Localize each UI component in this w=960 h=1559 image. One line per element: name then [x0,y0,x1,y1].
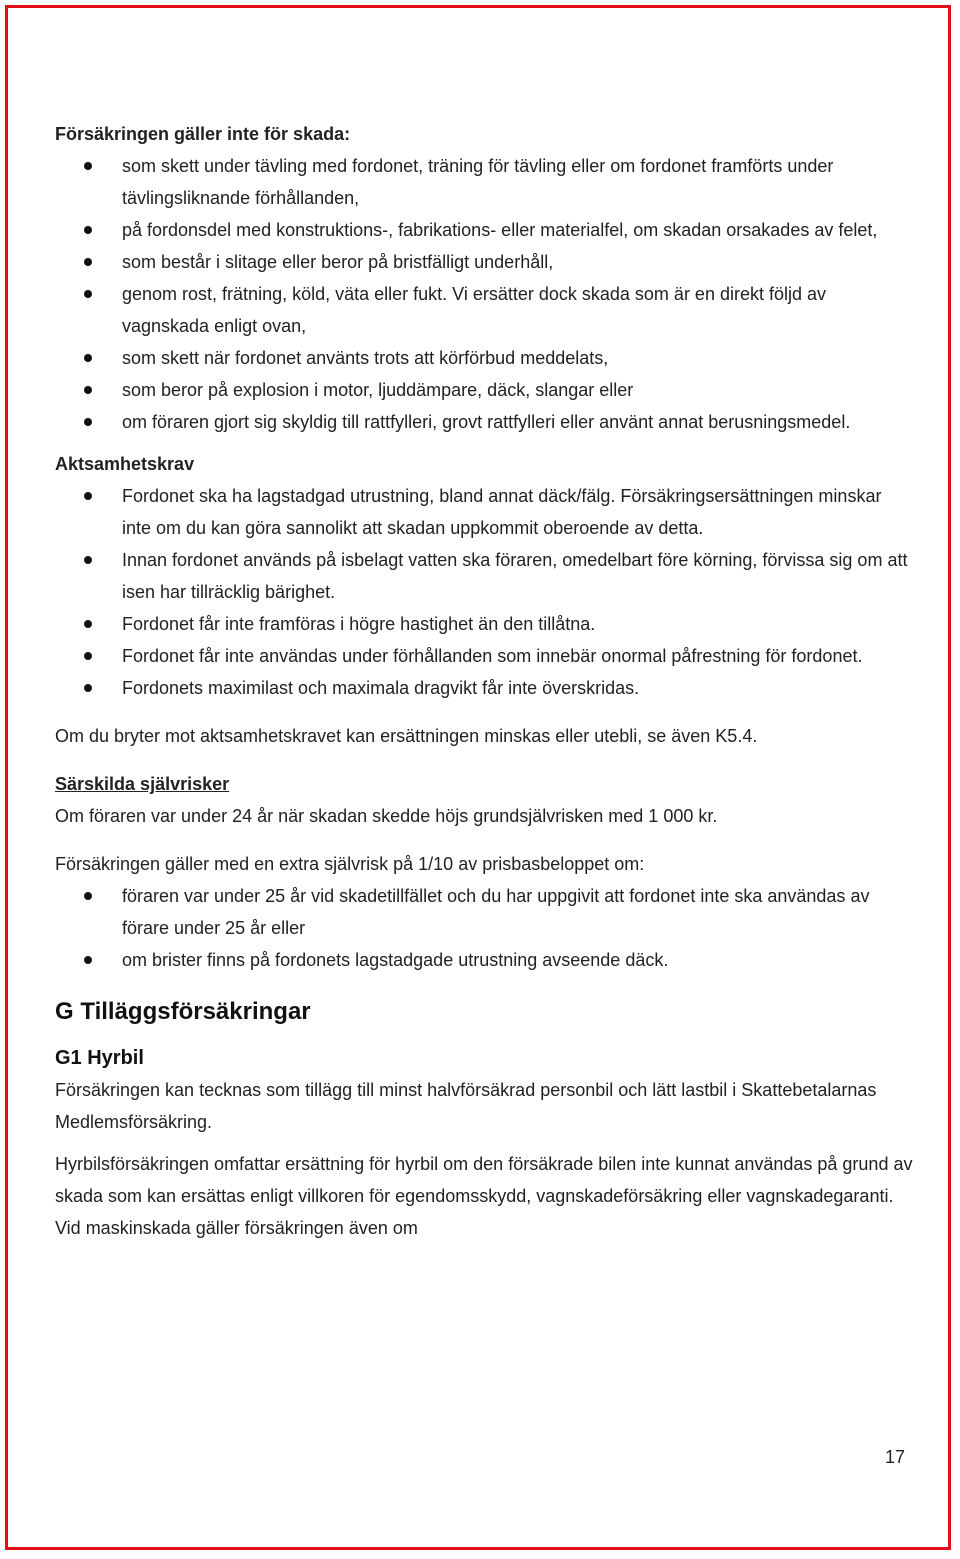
deductibles-text: Om föraren var under 24 år när skadan skedde höjs grundsjälvrisken med 1 000 kr. [55,806,718,826]
list-item: Fordonet ska ha lagstadgad utrustning, bland annat däck/fälg. Försäkringsersättningen minskar inte om du kan göra sannolikt att skadan uppkommit oberoende av detta. [55,480,915,544]
care-note: Om du bryter mot aktsamhetskravet kan ersättningen minskas eller utebli, se även K5.4. [55,726,758,746]
subsection-title: G1 Hyrbil [55,1047,144,1069]
bullet-icon [84,418,92,426]
list-item: genom rost, frätning, köld, väta eller fukt. Vi ersätter dock skada som är en direkt följd av vagnskada enligt ovan, [55,278,915,342]
list-item: om föraren gjort sig skyldig till rattfylleri, grovt rattfylleri eller använt annat berusningsmedel. [55,406,915,438]
extra-deductible-list [55,880,915,976]
bullet-icon [84,684,92,692]
bullet-icon [84,354,92,362]
list-item: Fordonet får inte framföras i högre hastighet än den tillåtna. [55,608,915,640]
paragraph: Hyrbilsförsäkringen omfattar ersättning för hyrbil om den försäkrade bilen inte kunnat användas på grund av skada som kan ersättas enligt villkoren för egendomsskydd, vagnskadeförsäkring eller vagnskadegaranti. Vid maskinskada gäller försäkringen även om [55,1154,913,1238]
document-body [55,118,915,1244]
list-item: Fordonet får inte användas under förhållanden som innebär onormal påfrestning för fordonet. [55,640,915,672]
bullet-icon [84,652,92,660]
extra-deductible-intro: Försäkringen gäller med en extra självrisk på 1/10 av prisbasbeloppet om: [55,854,645,874]
paragraph: Försäkringen kan tecknas som tillägg till minst halvförsäkrad personbil och lätt lastbil i Skattebetalarnas Medlemsförsäkring. [55,1080,877,1132]
bullet-icon [84,620,92,628]
bullet-icon [84,226,92,234]
care-heading: Aktsamhetskrav [55,454,195,474]
bullet-icon [84,386,92,394]
exclusions-heading: Försäkringen gäller inte för skada: [55,124,351,144]
exclusions-list [55,150,915,438]
page-number: 17 [884,1447,905,1467]
bullet-icon [84,492,92,500]
list-item: föraren var under 25 år vid skadetillfället och du har uppgivit att fordonet inte ska användas av förare under 25 år eller [55,880,915,944]
bullet-icon [84,556,92,564]
list-item: som skett när fordonet använts trots att körförbud meddelats, [55,342,915,374]
bullet-icon [84,258,92,266]
bullet-icon [84,162,92,170]
list-item: som skett under tävling med fordonet, träning för tävling eller om fordonet framförts under tävlingsliknande förhållanden, [55,150,915,214]
bullet-icon [84,956,92,964]
deductibles-heading: Särskilda självrisker [55,774,230,794]
section-title: G Tilläggsförsäkringar [55,998,311,1025]
list-item: om brister finns på fordonets lagstadgade utrustning avseende däck. [55,944,915,976]
list-item: som beror på explosion i motor, ljuddämpare, däck, slangar eller [55,374,915,406]
list-item: Fordonets maximilast och maximala dragvikt får inte överskridas. [55,672,915,704]
list-item: Innan fordonet används på isbelagt vatten ska föraren, omedelbart före körning, förvissa sig om att isen har tillräcklig bärighet. [55,544,915,608]
care-list [55,480,915,704]
bullet-icon [84,290,92,298]
list-item: på fordonsdel med konstruktions-, fabrikations- eller materialfel, om skadan orsakades av felet, [55,214,915,246]
bullet-icon [84,892,92,900]
list-item: som består i slitage eller beror på bristfälligt underhåll, [55,246,915,278]
